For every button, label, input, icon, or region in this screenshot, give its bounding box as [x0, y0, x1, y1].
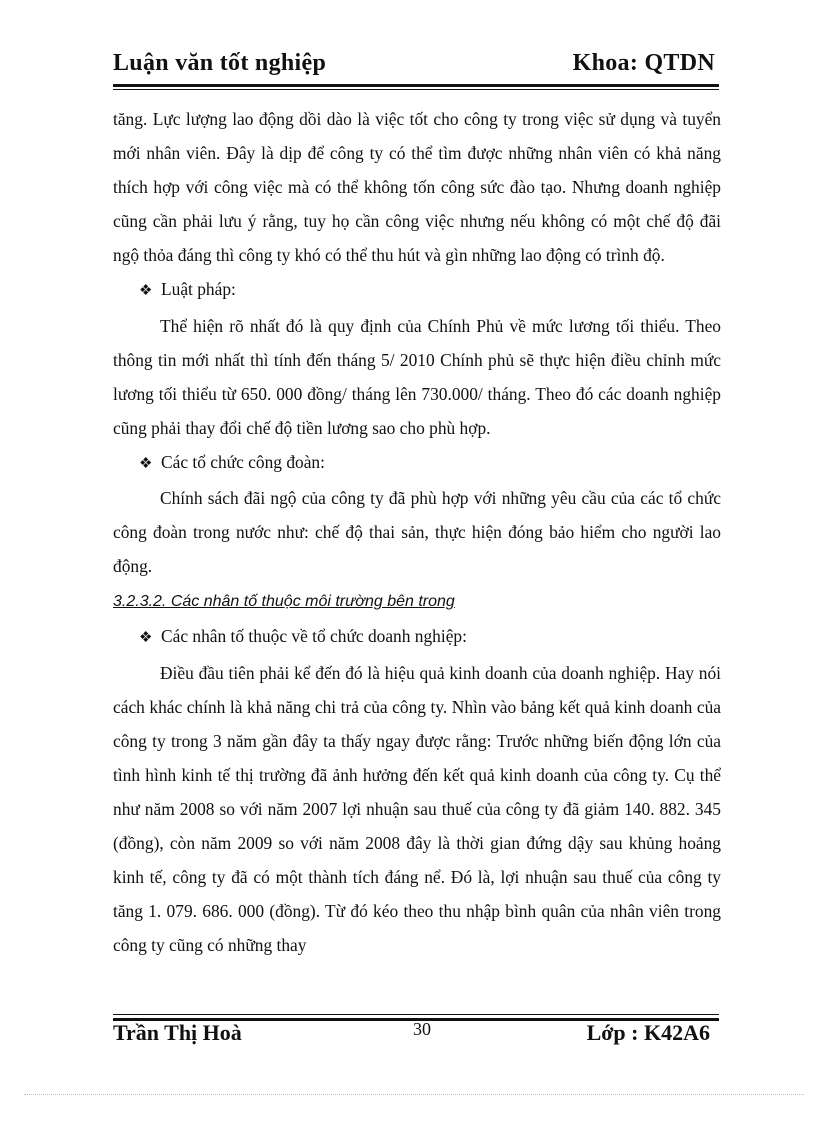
bullet-heading-org — [113, 619, 721, 655]
paragraph: tăng. Lực lượng lao động dồi dào là việc tốt cho công ty trong việc sử dụng và tuyển mới nhân viên. Đây là dịp để công ty có thể tìm được những nhân viên có khả năng thích hợp với công việc mà có thể không tốn công sức đào tạo. Nhưng doanh nghiệp cũng cần phải lưu ý rằng, tuy họ cần công việc nhưng nếu không có một chế độ đãi ngộ thỏa đáng thì công ty khó có thể thu hút và gìn những lao động có trình độ. — [113, 109, 721, 266]
bullet-heading-text: Luật pháp: — [161, 279, 236, 300]
paragraph: Chính sách đãi ngộ của công ty đã phù hợp với những yêu cầu của các tổ chức công đoàn trong nước như: chế độ thai sản, thực hiện đóng bảo hiểm cho người lao động. — [113, 488, 721, 577]
bullet-heading-text: Các tổ chức công đoàn: — [161, 451, 325, 472]
body-text — [113, 102, 721, 962]
diamond-bullet-icon: ❖ — [139, 283, 153, 300]
diamond-bullet-icon: ❖ — [139, 455, 153, 472]
paragraph: Thể hiện rõ nhất đó là quy định của Chính Phủ về mức lương tối thiểu. Theo thông tin mới nhất thì tính đến tháng 5/ 2010 Chính phủ sẽ thực hiện điều chỉnh mức lương tối thiểu từ 650. 000 đồng/ tháng lên 730.000/ tháng. Theo đó các doanh nghiệp cũng phải thay đổi chế độ tiền lương sao cho phù hợp. — [113, 315, 721, 438]
page-number: 30 — [413, 1019, 431, 1039]
subheading-text: 3.2.3.2. Các nhân tố thuộc môi trường bên trong — [113, 593, 455, 611]
page-header — [113, 50, 719, 82]
header-rule-thick — [113, 84, 719, 87]
section-subheading — [113, 583, 721, 619]
class-label: Lớp : K42A6 — [586, 1020, 710, 1045]
bullet-heading-law — [113, 272, 721, 308]
thesis-title: Luận văn tốt nghiệp — [113, 50, 327, 76]
author-name: Trần Thị Hoà — [113, 1020, 242, 1045]
faculty-label: Khoa: QTDN — [572, 50, 715, 76]
bullet-heading-unions — [113, 445, 721, 481]
bullet-heading-text: Các nhân tố thuộc về tổ chức doanh nghiệp: — [161, 626, 467, 647]
header-rule-thin — [113, 89, 719, 90]
paragraph: Điều đầu tiên phải kể đến đó là hiệu quả kinh doanh của doanh nghiệp. Hay nói cách khác chính là khả năng chi trả của công ty. Nhìn vào bảng kết quả kinh doanh của công ty trong 3 năm gần đây ta thấy ngay được rằng: Trước những biến động lớn của tình hình kinh tế thị trường đã ảnh hưởng đến kết quả kinh doanh của công ty. Cụ thể như năm 2008 so với năm 2007 lợi nhuận sau thuế của công ty đã giảm 140. 882. 345 (đồng), còn năm 2009 so với năm 2008 đây là thời gian đứng dậy sau khủng hoảng kinh tế, công ty đã có một thành tích đáng nể. Đó là, lợi nhuận sau thuế của công ty tăng 1. 079. 686. 000 (đồng). Từ đó kéo theo thu nhập bình quân của nhân viên trong công ty cũng có những thay — [113, 662, 721, 956]
diamond-bullet-icon: ❖ — [139, 630, 153, 647]
page-break-line — [24, 1094, 804, 1095]
footer-rule-thin — [113, 1014, 719, 1015]
